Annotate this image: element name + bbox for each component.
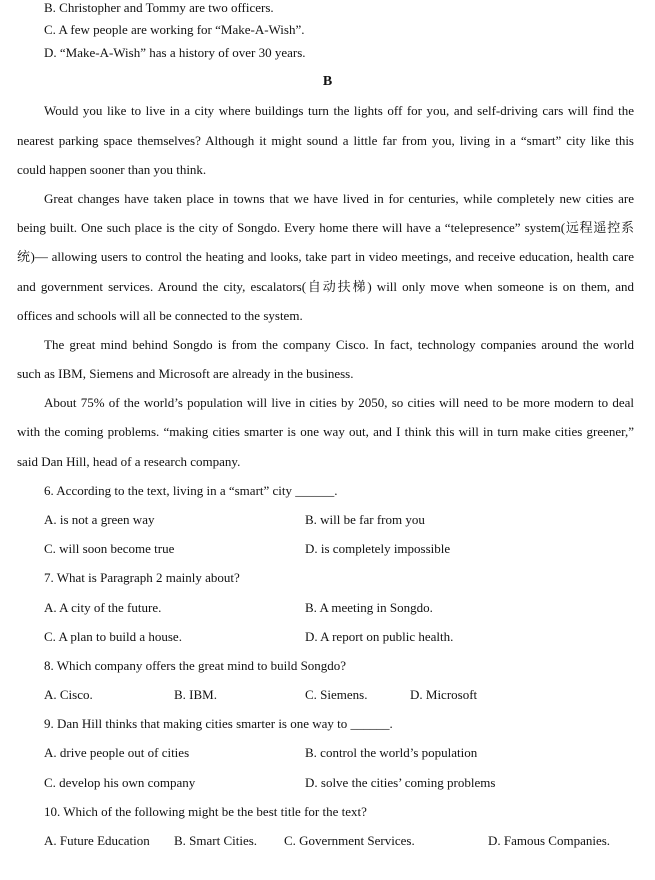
question-8-option-c: C. Siemens.: [305, 687, 368, 702]
passage-line: Would you like to live in a city where buildings turn the lights off for you, and self-driving cars will find the: [44, 103, 634, 118]
prev-option-c: C. A few people are working for “Make-A-Wish”.: [44, 22, 305, 37]
passage-line: could happen sooner than you think.: [17, 162, 207, 177]
passage-line: said Dan Hill, head of a research company.: [17, 454, 241, 469]
question-9-option-b: B. control the world’s population: [305, 745, 478, 760]
question-8-option-b: B. IBM.: [174, 687, 217, 702]
question-6-option-b: B. will be far from you: [305, 512, 425, 527]
question-10-option-a: A. Future Education: [44, 833, 150, 848]
question-7-stem: 7. What is Paragraph 2 mainly about?: [44, 570, 240, 585]
passage-line: with the coming problems. “making cities smarter is one way out, and I think this will in turn make cities greener,”: [17, 424, 634, 439]
question-10-option-d: D. Famous Companies.: [488, 833, 611, 848]
passage-line: such as IBM, Siemens and Microsoft are already in the business.: [17, 366, 354, 381]
question-8-option-a: A. Cisco.: [44, 687, 93, 702]
question-6-stem: 6. According to the text, living in a “smart” city ______.: [44, 483, 338, 498]
question-7-option-d: D. A report on public health.: [305, 629, 454, 644]
passage-line: About 75% of the world’s population will live in cities by 2050, so cities will need to be more modern to deal: [44, 395, 634, 410]
question-9-option-c: C. develop his own company: [44, 775, 196, 790]
question-6-option-c: C. will soon become true: [44, 541, 175, 556]
question-7-option-b: B. A meeting in Songdo.: [305, 600, 433, 615]
question-7-option-c: C. A plan to build a house.: [44, 629, 182, 644]
question-9-stem: 9. Dan Hill thinks that making cities smarter is one way to ______.: [44, 716, 393, 731]
question-8-option-d: D. Microsoft: [410, 687, 478, 702]
prev-option-d: D. “Make-A-Wish” has a history of over 30 years.: [44, 45, 306, 60]
passage-line: 统)— allowing users to control the heating and looks, take part in video meetings, and receive education, health care: [17, 249, 634, 264]
passage-line: offices and schools will all be connected to the system.: [17, 308, 303, 323]
section-title: B: [322, 74, 333, 89]
question-9-option-d: D. solve the cities’ coming problems: [305, 775, 496, 790]
passage-line: and government services. Around the city, escalators(自动扶梯) will only move when someone is on them, and: [17, 279, 634, 294]
passage-line: The great mind behind Songdo is from the company Cisco. In fact, technology companies around the world: [44, 337, 634, 352]
passage-line: Great changes have taken place in towns that we have lived in for centuries, while completely new cities are: [44, 191, 634, 206]
question-10-option-b: B. Smart Cities.: [174, 833, 258, 848]
question-6-option-a: A. is not a green way: [44, 512, 155, 527]
question-10-option-c: C. Government Services.: [284, 833, 415, 848]
question-9-option-a: A. drive people out of cities: [44, 745, 190, 760]
question-8-stem: 8. Which company offers the great mind to build Songdo?: [44, 658, 347, 673]
question-7-option-a: A. A city of the future.: [44, 600, 162, 615]
passage-line: being built. One such place is the city of Songdo. Every home there will have a “telepresence” system(远程遥控系: [17, 220, 634, 235]
question-6-option-d: D. is completely impossible: [305, 541, 451, 556]
prev-option-b: B. Christopher and Tommy are two officers.: [44, 0, 274, 15]
passage-line: nearest parking space themselves? Although it might sound a little far from you, living in a “smart” city like this: [17, 133, 634, 148]
question-10-stem: 10. Which of the following might be the best title for the text?: [44, 804, 367, 819]
